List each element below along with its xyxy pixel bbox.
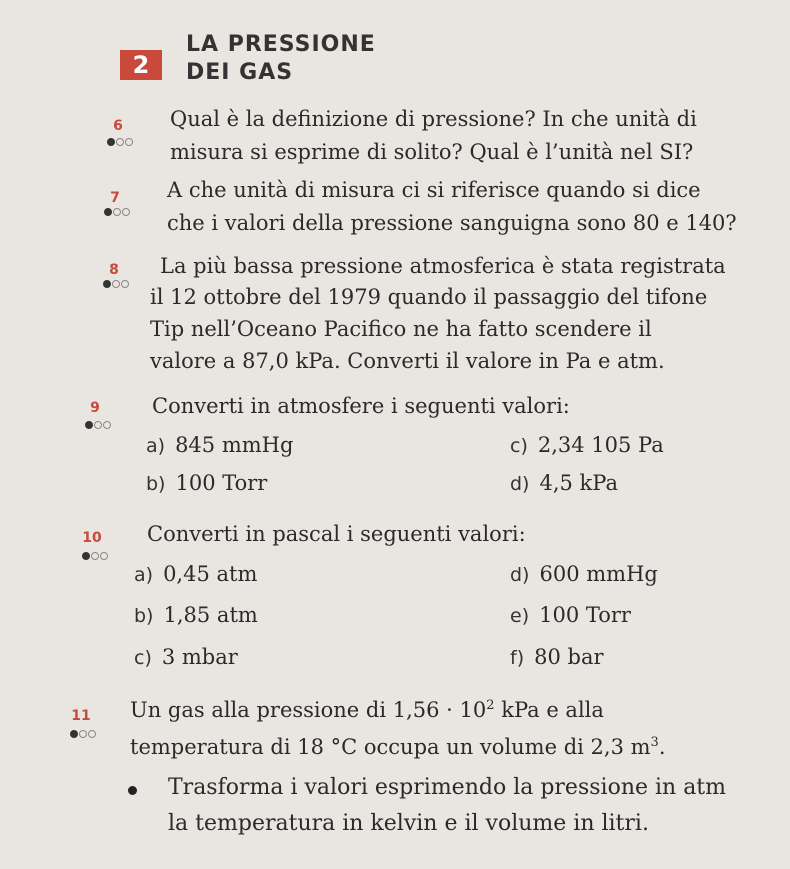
exercise-text-line: Qual è la definizione di pressione? In che unità di <box>170 107 697 131</box>
exercise-number: 10 <box>82 530 102 546</box>
exercise-number: 11 <box>71 708 91 724</box>
exercise-text-line: temperatura di 18 °C occupa un volume di 2,3 $m^3$. <box>130 735 666 759</box>
section-title-line2: DEI GAS <box>186 60 294 85</box>
section-header <box>120 28 520 88</box>
option-d: d) 600 mmHg <box>510 562 658 586</box>
section-number-badge: 2 <box>120 50 162 80</box>
difficulty-dots-icon <box>92 208 142 216</box>
exercise-prompt: Converti in pascal i seguenti valori: <box>147 522 526 546</box>
exercise-text-line: valore a 87,0 kPa. Converti il valore in Pa e atm. <box>150 349 665 373</box>
exercise-text-line: Tip nell’Oceano Pacifico ne ha fatto scendere il <box>150 317 652 341</box>
option-f: f) 80 bar <box>510 645 604 669</box>
bullet-text-line: Trasforma i valori esprimendo la pressione in atm <box>168 775 727 800</box>
option-b: b) 100 Torr <box>146 471 268 495</box>
exercise-text-line: il 12 ottobre del 1979 quando il passaggio del tifone <box>150 285 708 309</box>
difficulty-dots-icon <box>73 421 123 429</box>
difficulty-dots-icon <box>58 730 108 738</box>
option-a: a) 0,45 atm <box>134 562 258 586</box>
exercise-text-line: che i valori della pressione sanguigna sono 80 e 140? <box>167 211 737 235</box>
bullet-icon <box>128 786 137 795</box>
exercise-text-line: misura si esprime di solito? Qual è l’unità nel SI? <box>170 140 694 164</box>
exercise-number: 9 <box>90 400 100 416</box>
exercise-text-line: La più bassa pressione atmosferica è stata registrata <box>160 254 726 278</box>
section-title-line1: LA PRESSIONE <box>186 32 376 57</box>
option-b: b) 1,85 atm <box>134 603 258 627</box>
exercise-number: 8 <box>109 262 119 278</box>
difficulty-dots-icon <box>70 552 120 560</box>
option-d: d) 4,5 kPa <box>510 471 618 495</box>
exercise-text-line: A che unità di misura ci si riferisce quando si dice <box>167 178 701 202</box>
difficulty-dots-icon <box>95 138 145 146</box>
exercise-prompt: Converti in atmosfere i seguenti valori: <box>152 394 570 418</box>
option-e: e) 100 Torr <box>510 603 631 627</box>
bullet-text-line: la temperatura in kelvin e il volume in litri. <box>168 811 649 836</box>
exercise-number: 6 <box>113 118 123 134</box>
option-c: c) 2,34 105 Pa <box>510 433 664 457</box>
exercise-number: 7 <box>110 190 120 206</box>
option-c: c) 3 mbar <box>134 645 238 669</box>
difficulty-dots-icon <box>91 280 141 288</box>
option-a: a) 845 mmHg <box>146 433 294 457</box>
exercise-text-line: Un gas alla pressione di $1,56 \cdot 10^2$ kPa e alla <box>130 698 604 722</box>
